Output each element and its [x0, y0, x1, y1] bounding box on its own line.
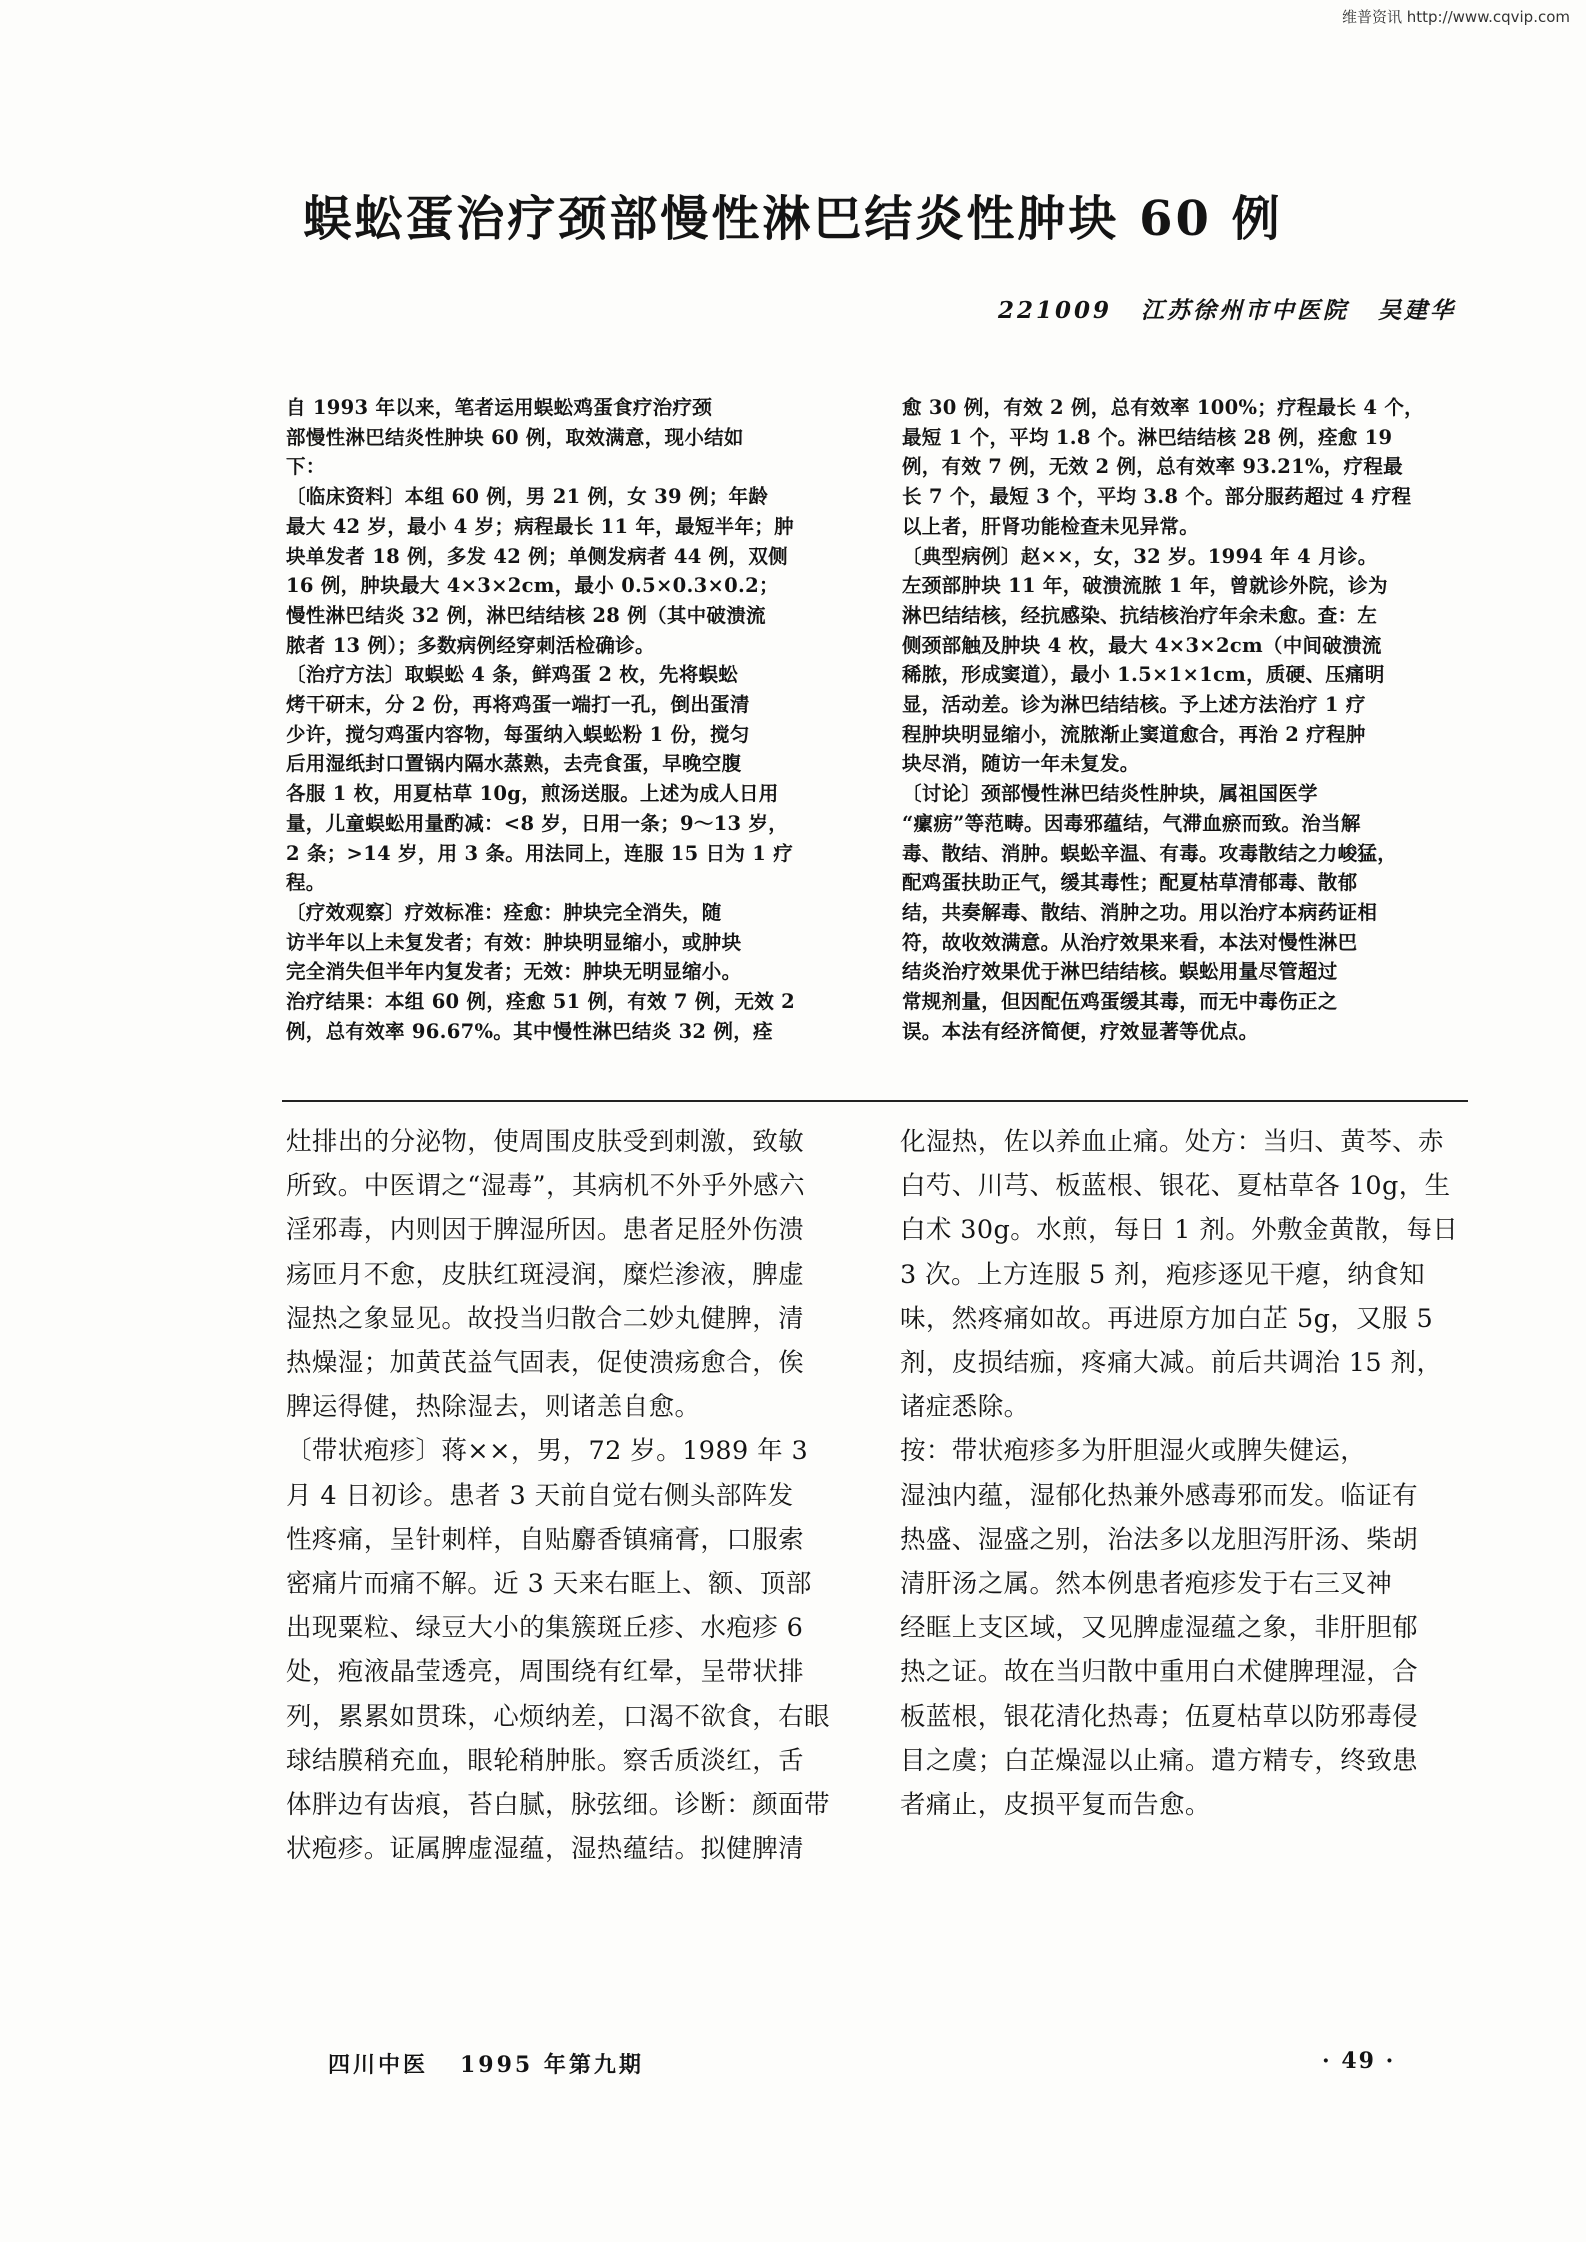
article-column-right: 愈 30 例，有效 2 例，总有效率 100%；疗程最长 4 个， 最短 1 个，平均 1.8 个。淋巴结结核 28 例，痊愈 19 例，有效 7 例，无效 2 例，总有效率 93.21%，疗程最 长 7 个，最短 3 个，平均 3.8 个。部分服药超过 4 疗程 以上者，肝肾功能检查未见异常。 〔典型病例〕赵××，女，32 岁。1994 年 4 月诊。 左颈部肿块 11 年，破溃流脓 1 年，曾就诊外院，诊为 淋巴结结核，经抗感染、抗结核治疗年余未愈。查：左 侧颈部触及肿块 4 枚，最大 4×3×2cm（中间破溃流 稀脓，形成窦道），最小 1.5×1×1cm，质硬、压痛明 显，活动差。诊为淋巴结结核。予上述方法治疗 1 疗 程肿块明显缩小，流脓渐止窦道愈合，再治 2 疗程肿 块尽消，随访一年未复发。 〔讨论〕颈部慢性淋巴结炎性肿块，属祖国医学 “瘰疬”等范畴。因毒邪蕴结，气滞血瘀而致。治当解 毒、散结、消肿。蜈蚣辛温、有毒。攻毒散结之力峻猛， 配鸡蛋扶助正气，缓其毒性；配夏枯草清郁毒、散郁 结，共奏解毒、散结、消肿之功。用以治疗本病药证相 符，故收效满意。从治疗效果来看，本法对慢性淋巴 结炎治疗效果优于淋巴结结核。蜈蚣用量尽管超过 常规剂量，但因配伍鸡蛋缓其毒，而无中毒伤正之 误。本法有经济简便，疗效显著等优点。 [902, 396, 1424, 1043]
journal-issue: 1995 年第九期 [460, 2052, 644, 2078]
postcode: 221009 [997, 297, 1112, 324]
journal-footer [328, 2048, 644, 2079]
byline [980, 292, 1456, 325]
preceding-article-column-right: 化湿热，佐以养血止痛。处方：当归、黄芩、赤 白芍、川芎、板蓝根、银花、夏枯草各 10g，生 白术 30g。水煎，每日 1 剂。外敷金黄散，每日 3 次。上方连服 5 剂，疱疹逐见干瘪，纳食知 味，然疼痛如故。再进原方加白芷 5g，又服 5 剂，皮损结痂，疼痛大减。前后共调治 15 剂， 诸症悉除。 按：带状疱疹多为肝胆湿火或脾失健运， 湿浊内蕴，湿郁化热兼外感毒邪而发。临证有 热盛、湿盛之别，治法多以龙胆泻肝汤、柴胡 清肝汤之属。然本例患者疱疹发于右三叉神 经眶上支区域，又见脾虚湿蕴之象，非肝胆郁 热之证。故在当归散中重用白术健脾理湿，合 板蓝根，银花清化热毒；伍夏枯草以防邪毒侵 目之虞；白芷燥湿以止痛。遣方精专，终致患 者痛止，皮损平复而告愈。 [900, 1127, 1459, 1821]
author: 吴建华 [1378, 297, 1456, 324]
journal-name: 四川中医 [328, 2052, 429, 2078]
affiliation: 江苏徐州市中医院 [1140, 297, 1349, 324]
watermark: 维普资讯 http://www.cqvip.com [1341, 8, 1570, 26]
preceding-article-column-left: 灶排出的分泌物，使周围皮肤受到刺激，致敏 所致。中医谓之“湿毒”，其病机不外乎外感六 淫邪毒，内则因于脾湿所因。患者足胫外伤溃 疡匝月不愈，皮肤红斑浸润，糜烂渗液，脾虚 湿热之象显见。故投当归散合二妙丸健脾，清 热燥湿；加黄芪益气固表，促使溃疡愈合，俟 脾运得健，热除湿去，则诸恙自愈。 〔带状疱疹〕蒋××，男，72 岁。1989 年 3 月 4 日初诊。患者 3 天前自觉右侧头部阵发 性疼痛，呈针刺样，自贴麝香镇痛膏，口服索 密痛片而痛不解。近 3 天来右眶上、额、顶部 出现粟粒、绿豆大小的集簇斑丘疹、水疱疹 6 处，疱液晶莹透亮，周围绕有红晕，呈带状排 列，累累如贯珠，心烦纳差，口渴不欲食，右眼 球结膜稍充血，眼轮稍肿胀。察舌质淡红，舌 体胖边有齿痕，苔白腻，脉弦细。诊断：颜面带 状疱疹。证属脾虚湿蕴，湿热蕴结。拟健脾清 [286, 1127, 830, 1865]
section-divider [282, 1100, 1468, 1102]
article-title: 蜈蚣蛋治疗颈部慢性淋巴结炎性肿块 60 例 [303, 191, 1283, 247]
page-number: · 49 · [1322, 2048, 1396, 2074]
article-column-left: 自 1993 年以来，笔者运用蜈蚣鸡蛋食疗治疗颈 部慢性淋巴结炎性肿块 60 例，取效满意，现小结如 下： 〔临床资料〕本组 60 例，男 21 例，女 39 例；年龄 最大 42 岁，最小 4 岁；病程最长 11 年，最短半年；肿 块单发者 18 例，多发 42 例；单侧发病者 44 例，双侧 16 例，肿块最大 4×3×2cm，最小 0.5×0.3×0.2； 慢性淋巴结炎 32 例，淋巴结结核 28 例（其中破溃流 脓者 13 例）；多数病例经穿刺活检确诊。 〔治疗方法〕取蜈蚣 4 条，鲜鸡蛋 2 枚，先将蜈蚣 烤干研末，分 2 份，再将鸡蛋一端打一孔，倒出蛋清 少许，搅匀鸡蛋内容物，每蛋纳入蜈蚣粉 1 份，搅匀 后用湿纸封口置锅内隔水蒸熟，去壳食蛋，早晚空腹 各服 1 枚，用夏枯草 10g，煎汤送服。上述为成人日用 量，儿童蜈蚣用量酌减：<8 岁，日用一条；9～13 岁， 2 条；>14 岁，用 3 条。用法同上，连服 15 日为 1 疗 程。 〔疗效观察〕疗效标准：痊愈：肿块完全消失，随 访半年以上未复发者；有效：肿块明显缩小，或肿块 完全消失但半年内复发者；无效：肿块无明显缩小。 治疗结果：本组 60 例，痊愈 51 例，有效 7 例，无效 2 例，总有效率 96.67%。其中慢性淋巴结炎 32 例，痊 [286, 396, 796, 1043]
